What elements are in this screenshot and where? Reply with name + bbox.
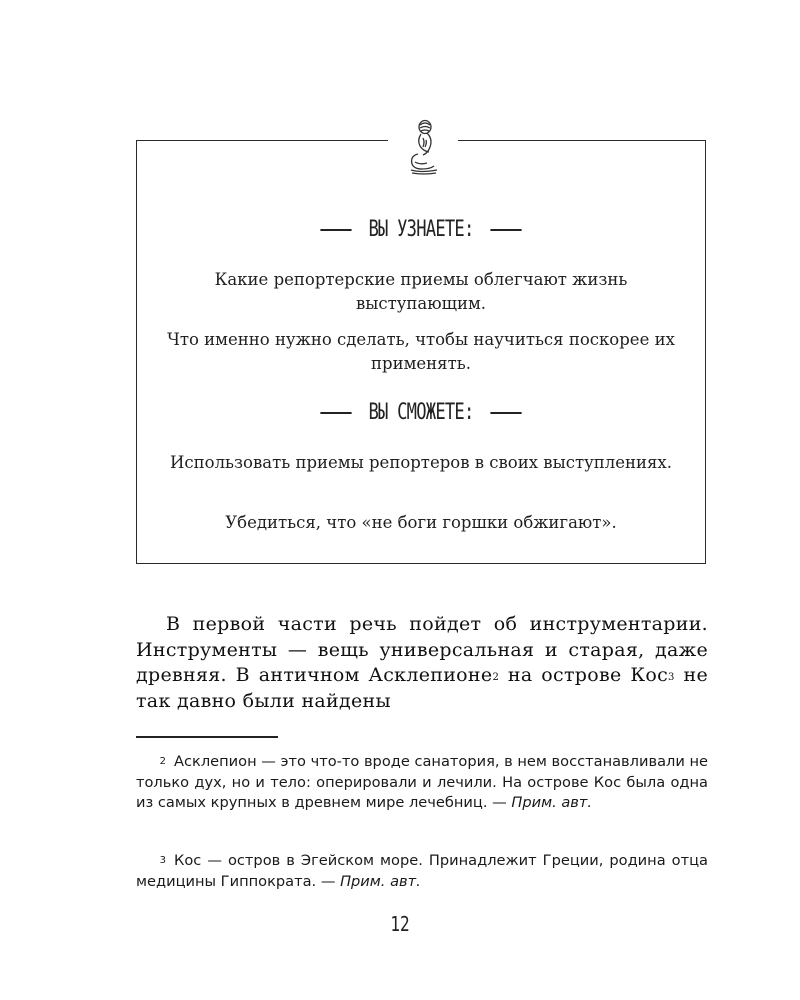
footnote-2: 2 Асклепион — это что-то вроде санатория, в нем восстанавливали не только дух, но и тело: оперировали и лечили. На острове Кос была одна из самых крупных в древнем мире лечебниц. — Прим. авт. (136, 753, 708, 811)
learn-heading: ВЫ УЗНАЕТЕ: (199, 217, 644, 242)
body-paragraph: В первой части речь пойдет об инструментарии. Инструменты — вещь универсальная и старая, даже древняя. В античном Асклепионе$^2$ на острове Кос$^3$ не так давно были найдены (136, 613, 708, 712)
learn-item-1: Какие репортерские приемы облегчают жизнь выступающим. (214, 270, 628, 313)
page-number: 12 (390, 912, 410, 936)
learn-item-2: Что именно нужно сделать, чтобы научиться поскорее их применять. (167, 330, 675, 373)
thinker-emblem-icon (388, 118, 458, 184)
footnote-3: 3 Кос — остров в Эгейском море. Принадлежит Греции, родина отца медицины Гиппократа. — Прим. авт. (136, 852, 708, 890)
footnote-ref-2: 2 (492, 672, 500, 683)
heading-dash-right (491, 229, 522, 231)
able-item-2: Убедиться, что «не боги горшки обжигают». (225, 513, 617, 532)
able-item-1: Использовать приемы репортеров в своих выступлениях. (170, 453, 672, 472)
footnote-ref-3: 3 (668, 672, 675, 683)
able-heading: ВЫ СМОЖЕТЕ: (199, 400, 644, 425)
heading-dash-left (320, 412, 351, 414)
footnote-divider (136, 736, 278, 738)
heading-dash-right (491, 412, 522, 414)
heading-dash-left (320, 229, 351, 231)
